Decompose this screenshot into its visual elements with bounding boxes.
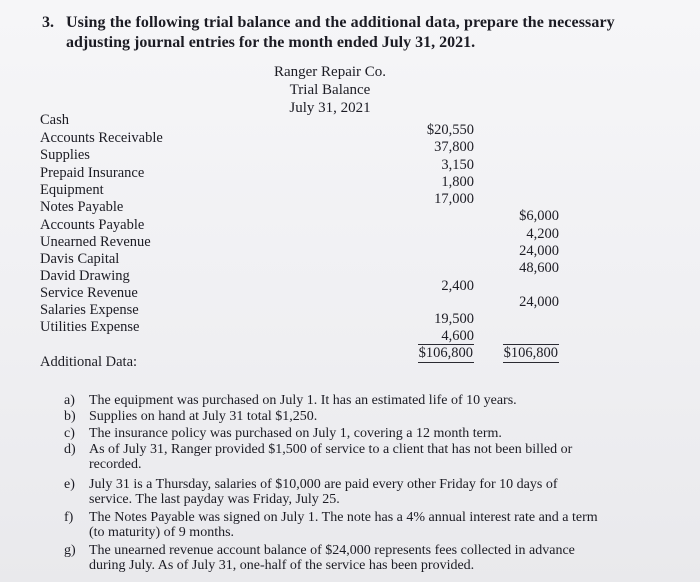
debit-amount: 37,800 (434, 139, 474, 155)
item-label: a) (64, 393, 75, 408)
item-text: As of July 31, Ranger provided $1,500 of service to a client that has not been billed or recorded. (89, 442, 573, 472)
item-label: c) (64, 426, 75, 441)
company-name: Ranger Repair Co. (273, 64, 387, 80)
account-name: Notes Payable (40, 199, 124, 215)
debit-amount: 4,600 (441, 328, 474, 344)
debit-amount: 17,000 (434, 191, 474, 207)
item-label: b) (64, 409, 76, 424)
item-text: Supplies on hand at July 31 total $1,250. (89, 409, 318, 424)
additional-data-heading: Additional Data: (40, 354, 138, 370)
question-text-line-2: adjusting journal entries for the month ended July 31, 2021. (66, 34, 476, 51)
account-name: Salaries Expense (40, 302, 139, 318)
account-name: Utilities Expense (40, 319, 140, 335)
debit-amount: 3,150 (441, 157, 474, 173)
account-name: Service Revenue (40, 285, 138, 301)
debit-amount: 1,800 (441, 174, 474, 190)
credit-amount: $6,000 (519, 208, 559, 224)
item-label: e) (64, 477, 75, 492)
item-text: July 31 is a Thursday, salaries of $10,000 are paid every other Friday for 10 days of service. The last payday was Friday, July 25. (89, 477, 558, 507)
account-name: Supplies (40, 147, 90, 163)
account-name: Unearned Revenue (40, 234, 151, 250)
account-name: David Drawing (40, 268, 130, 284)
item-label: g) (64, 543, 76, 558)
debit-total: $106,800 (418, 345, 473, 361)
item-text: The insurance policy was purchased on July 1, covering a 12 month term. (89, 426, 502, 441)
credit-amount: 24,000 (519, 243, 559, 259)
question-number: 3. (42, 14, 54, 31)
account-name: Accounts Receivable (40, 130, 163, 146)
item-text: The Notes Payable was signed on July 1. The note has a 4% annual interest rate and a term (to maturity) of 9 months. (89, 510, 598, 540)
account-name: Accounts Payable (40, 217, 145, 233)
account-name: Prepaid Insurance (40, 165, 145, 181)
account-name: Equipment (40, 182, 104, 198)
credit-total: $106,800 (503, 345, 558, 361)
item-label: d) (64, 442, 76, 457)
debit-amount: 2,400 (441, 278, 474, 294)
item-text: The equipment was purchased on July 1. It has an estimated life of 10 years. (89, 393, 517, 408)
account-name: Davis Capital (40, 251, 120, 267)
credit-amount: 48,600 (519, 260, 559, 276)
credit-amount: 24,000 (519, 294, 559, 310)
debit-amount: 19,500 (434, 311, 474, 327)
item-label: f) (64, 510, 74, 525)
item-text: The unearned revenue account balance of $24,000 represents fees collected in advance during July. As of July 31, one-half of the service has been provided. (89, 543, 575, 573)
account-name: Cash (40, 112, 69, 128)
debit-amount: $20,550 (426, 122, 474, 138)
question-text-line-1: Using the following trial balance and the additional data, prepare the necessary (66, 14, 615, 31)
statement-title: Trial Balance (289, 82, 371, 98)
credit-amount: 4,200 (526, 226, 559, 242)
statement-date: July 31, 2021 (289, 100, 371, 116)
